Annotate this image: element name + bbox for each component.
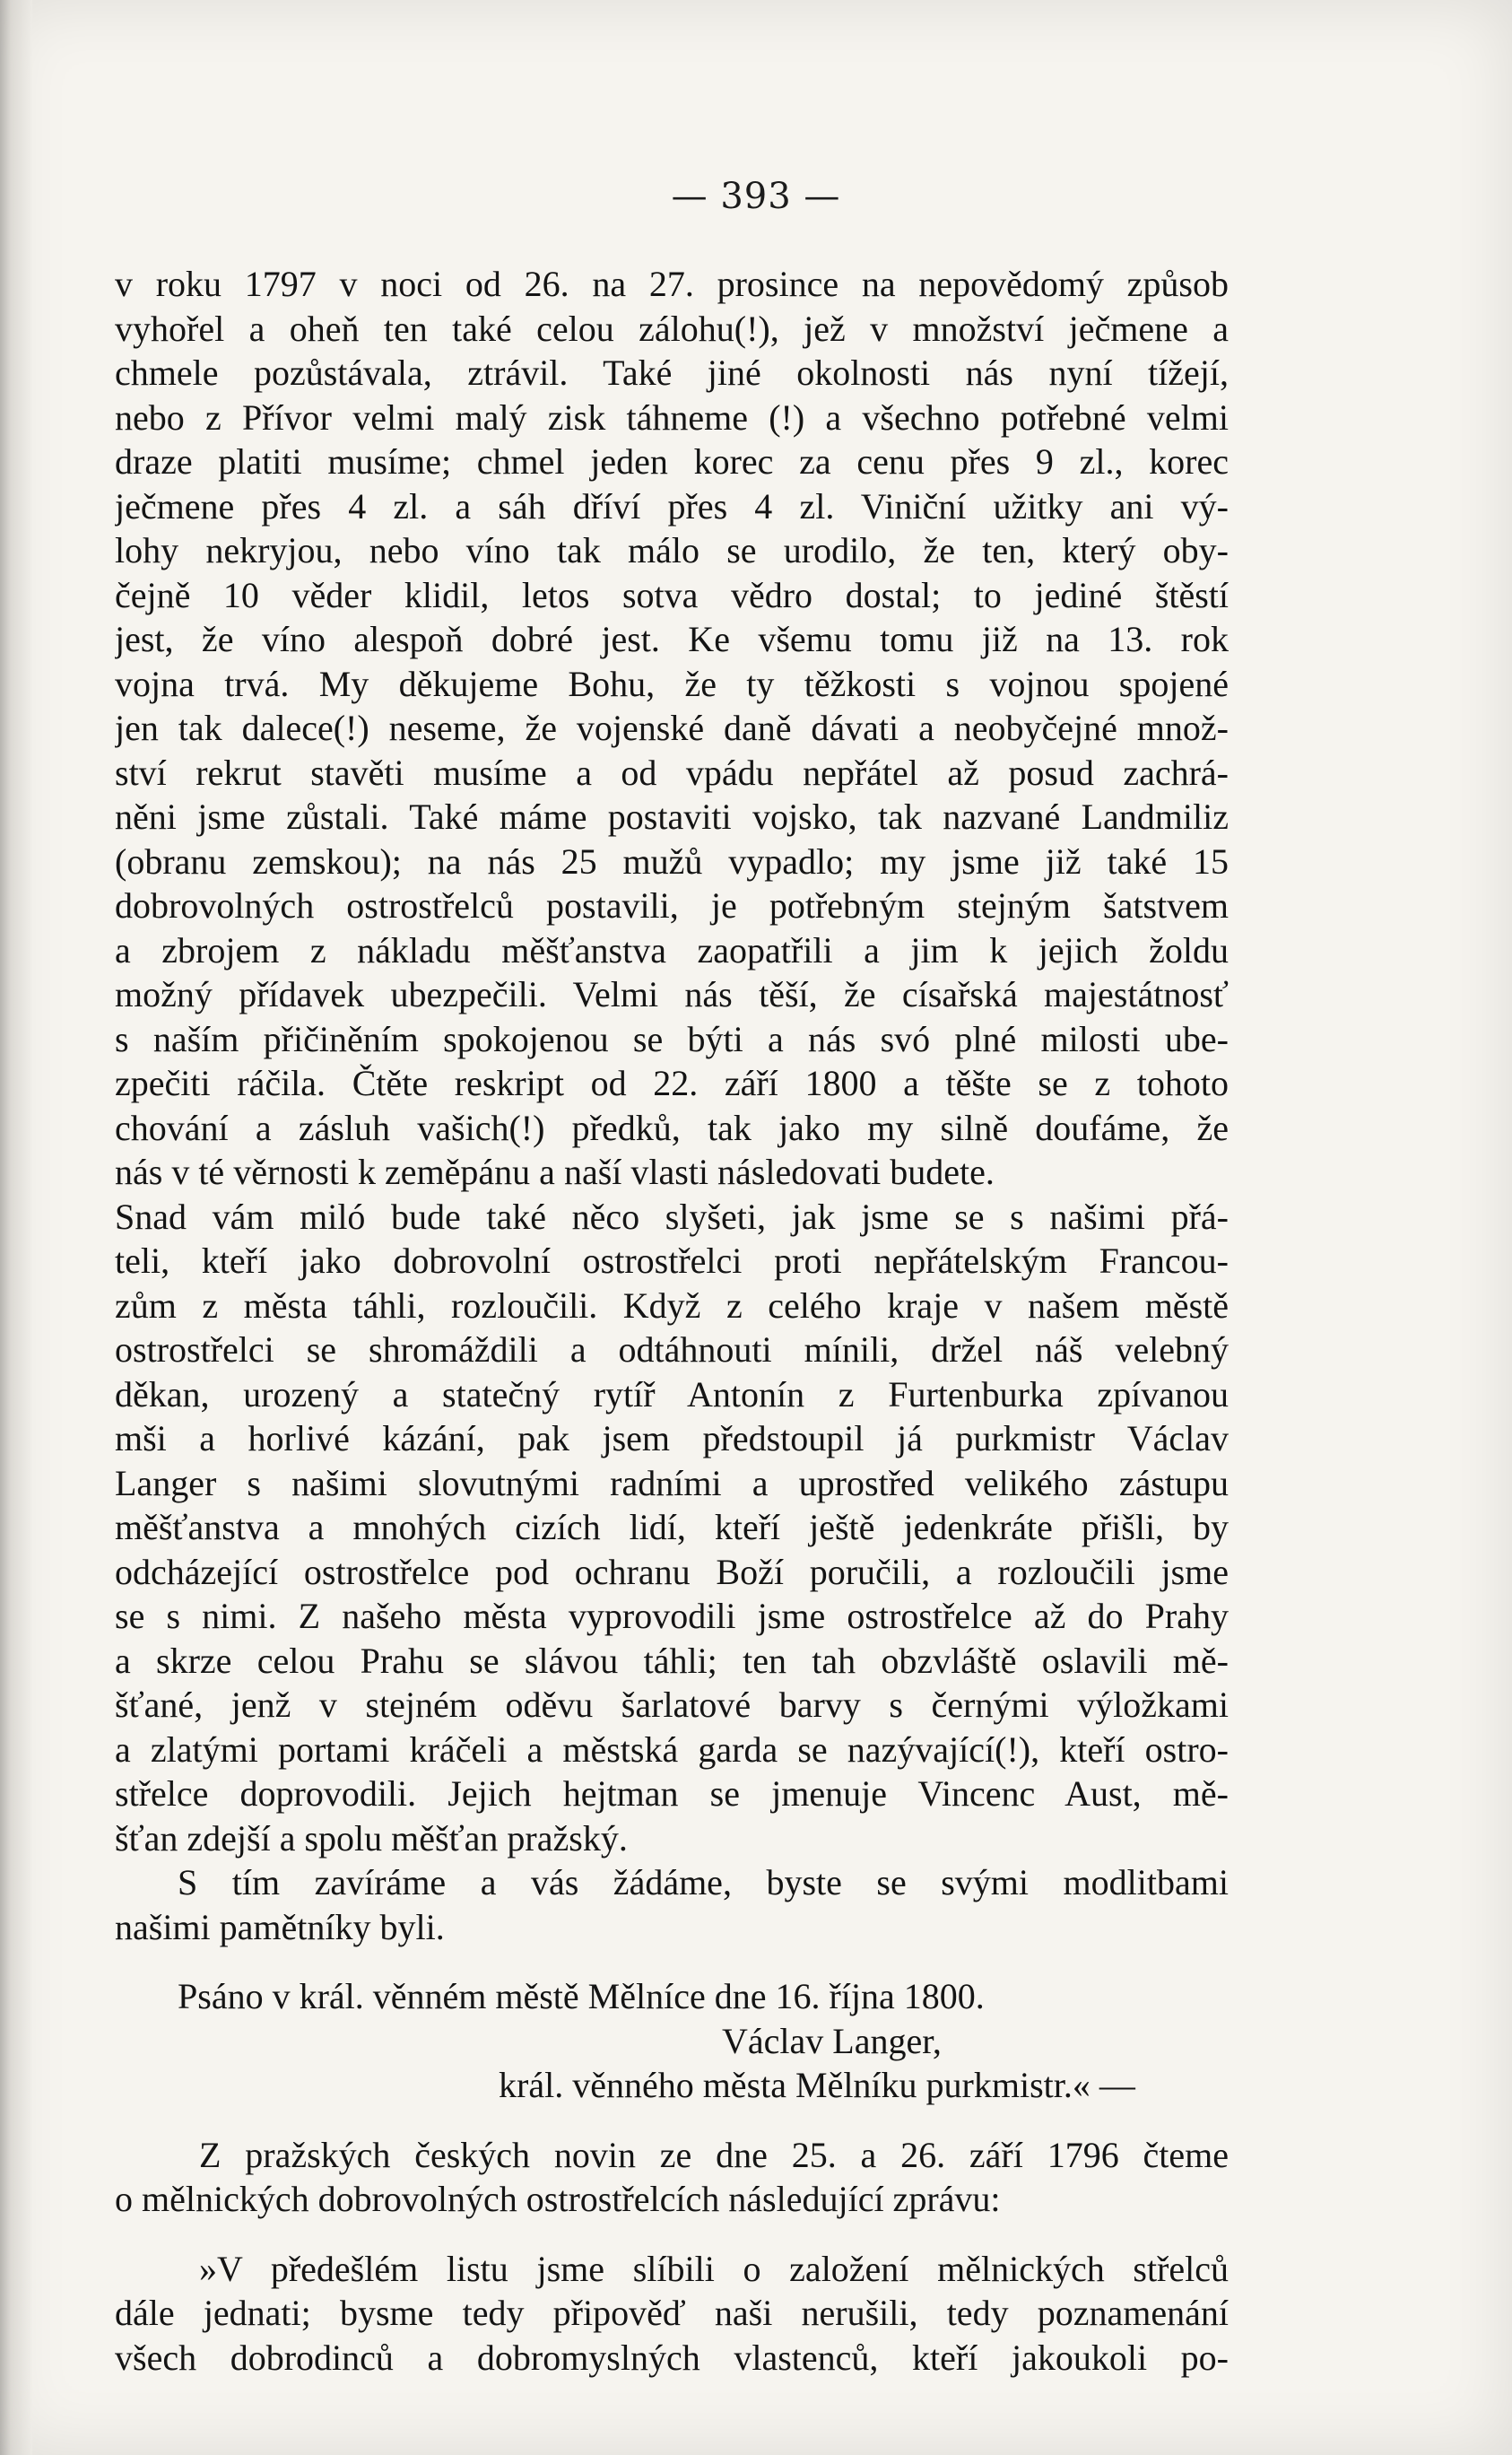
text-line: čejně 10 věder klidil, letos sotva vědro dostal; to jediné štěstí	[115, 574, 1229, 615]
text-line: našimi pamětníky byli.	[115, 1906, 445, 1947]
text-line: draze platiti musíme; chmel jeden korec za cenu přes 9 zl., korec	[115, 441, 1229, 482]
text-line: lohy nekryjou, nebo víno tak málo se urodilo, že ten, který oby-	[115, 530, 1229, 570]
text-line: chování a zásluh vašich(!) předků, tak jako my silně doufáme, že	[115, 1107, 1229, 1148]
text-line: zům z města táhli, rozloučili. Když z celého kraje v našem městě	[115, 1284, 1229, 1326]
signature-title: král. věnného města Mělníku purkmistr.« —	[499, 2065, 1135, 2105]
text-line: s naším přičiněním spokojenou se býti a nás svó plné milosti ube-	[115, 1018, 1229, 1059]
text-line: jest, že víno alespoň dobré jest. Ke všemu tomu již na 13. rok	[115, 619, 1229, 659]
spacer	[115, 2108, 1229, 2133]
page-number: — 393 —	[671, 176, 841, 217]
text-line: dále jednati; bysme tedy připověď naši nerušili, tedy poznamenání	[115, 2293, 1229, 2333]
spacer	[115, 2222, 1229, 2247]
text-line: ostrostřelci se shromáždili a odtáhnouti mínili, držel náš velebný	[115, 1329, 1229, 1370]
signature-name: Václav Langer,	[722, 2020, 942, 2061]
text-line: se s nimi. Z našeho města vyprovodili jsme ostrostřelce až do Prahy	[115, 1596, 1229, 1636]
text-line: a skrze celou Prahu se slávou táhli; ten tah obzvláště oslavili mě-	[115, 1640, 1229, 1681]
text-line: chmele pozůstávala, ztrávil. Také jiné okolnosti nás nyní tížejí,	[115, 353, 1229, 393]
text-line: střelce doprovodili. Jejich hejtman se jmenuje Vincenc Aust, mě-	[115, 1773, 1229, 1814]
text-line: a zlatými portami kráčeli a městská garda se nazývající(!), kteří ostro-	[115, 1728, 1229, 1770]
text-line: Langer s našimi slovutnými radními a uprostřed velikého zástupu	[115, 1462, 1229, 1503]
text-line: vyhořel a oheň ten také celou zálohu(!), jež v množství ječmene a	[115, 308, 1229, 349]
text-line: děkan, urozený a statečný rytíř Antonín z Furtenburka zpívanou	[115, 1373, 1229, 1415]
text-line: jen tak dalece(!) neseme, že vojenské daně dávati a neobyčejné množ-	[115, 708, 1229, 748]
text-line: teli, kteří jako dobrovolní ostrostřelci proti nepřátelským Francou-	[115, 1241, 1229, 1281]
text-line: možný přídavek ubezpečili. Velmi nás těší, že císařská majestátnosť	[115, 974, 1229, 1014]
text-line: něni jsme zůstali. Také máme postaviti vojsko, tak nazvané Landmiliz	[115, 797, 1229, 837]
text-line: dobrovolných ostrostřelců postavili, je potřebným stejným šatstvem	[115, 885, 1229, 926]
text-line: o mělnických dobrovolných ostrostřelcích následující zprávu:	[115, 2179, 1001, 2219]
text-line: ječmene přes 4 zl. a sáh dříví přes 4 zl. Viniční užitky ani vý-	[115, 485, 1229, 527]
dateline: Psáno v král. věnném městě Mělníce dne 16. října 1800.	[178, 1976, 985, 2016]
text-line: nás v té věrnosti k zeměpánu a naší vlasti následovati budete.	[115, 1152, 995, 1192]
text-line: měšťanstva a mnohých cizích lidí, kteří ještě jedenkráte přišli, by	[115, 1507, 1229, 1547]
text-line: Z pražských českých novin ze dne 25. a 26. září 1796 čteme	[199, 2134, 1229, 2175]
text-line: S tím zavíráme a vás žádáme, byste se svými modlitbami	[178, 1862, 1229, 1902]
text-line: Snad vám miló bude také něco slyšeti, jak jsme se s našimi přá-	[115, 1196, 1229, 1237]
text-line: nebo z Přívor velmi malý zisk táhneme (!) a všechno potřebné velmi	[115, 396, 1229, 438]
text-line: vojna trvá. My děkujeme Bohu, že ty těžkosti s vojnou spojené	[115, 663, 1229, 704]
text-line: všech dobrodinců a dobromyslných vlastenců, kteří jakoukoli po-	[115, 2337, 1229, 2378]
text-line: zpečiti ráčila. Čtěte reskript od 22. září 1800 a těšte se z tohoto	[115, 1063, 1229, 1103]
text-line: šťané, jenž v stejném oděvu šarlatové barvy s černými výložkami	[115, 1685, 1229, 1725]
body-text	[115, 262, 1229, 2380]
spacer	[115, 1949, 1229, 1974]
text-line: »V předešlém listu jsme slíbili o založení mělnických střelců	[199, 2248, 1229, 2289]
scan-shadow-edge	[0, 0, 32, 2455]
text-line: mši a horlivé kázání, pak jsem předstoupil já purkmistr Václav	[115, 1418, 1229, 1458]
text-line: (obranu zemskou); na nás 25 mužů vypadlo; my jsme již také 15	[115, 840, 1229, 882]
text-line: odcházející ostrostřelce pod ochranu Boží poručili, a rozloučili jsme	[115, 1551, 1229, 1592]
text-line: ství rekrut stavěti musíme a od vpádu nepřátel až posud zachrá-	[115, 752, 1229, 793]
text-line: šťan zdejší a spolu měšťan pražský.	[115, 1817, 628, 1859]
text-line: a zbrojem z nákladu měšťanstva zaopatřili a jim k jejich žoldu	[115, 929, 1229, 971]
text-line: v roku 1797 v noci od 26. na 27. prosince na nepovědomý způsob	[115, 264, 1229, 304]
